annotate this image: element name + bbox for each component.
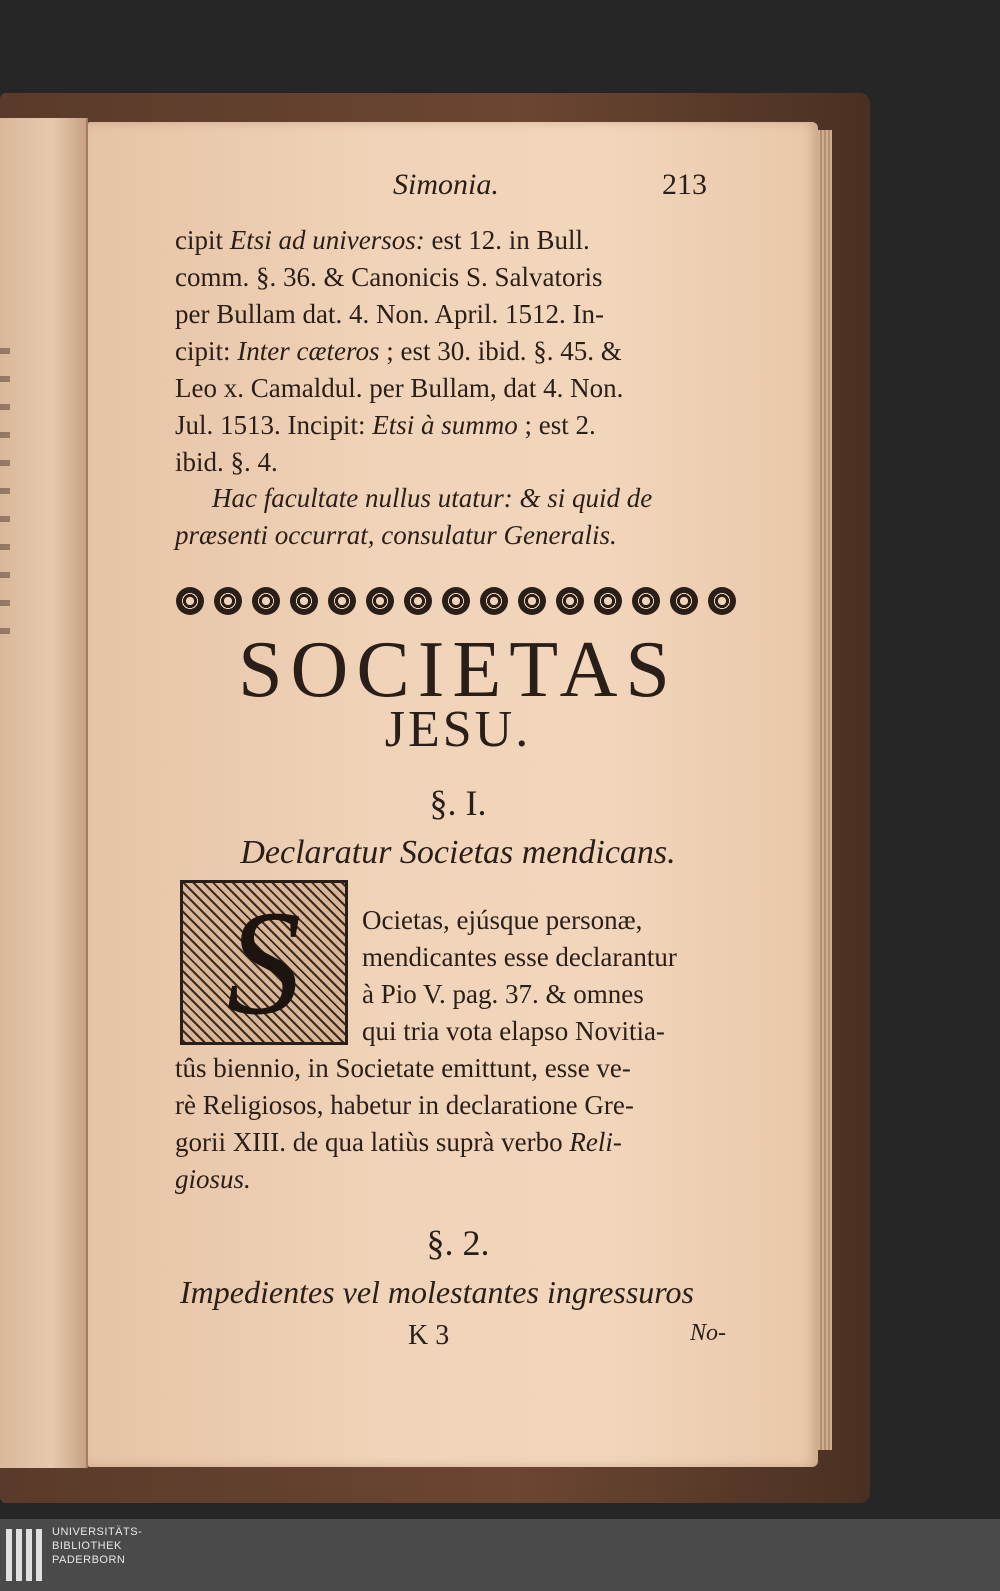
section-heading: Impedientes vel molestantes ingressuros: [180, 1274, 694, 1310]
rosette-ornament: [290, 587, 318, 615]
text-line: rè Religiosos, habetur in declaratione Gre-: [175, 1090, 634, 1120]
rosette-ornament: [442, 587, 470, 615]
rosette-ornament: [594, 587, 622, 615]
text-line: giosus.: [175, 1164, 251, 1194]
text-line: Jul. 1513. Incipit: Etsi à summo ; est 2.: [175, 410, 596, 440]
rosette-ornament: [176, 587, 204, 615]
section-heading: Declaratur Societas mendicans.: [240, 834, 676, 871]
rosette-ornament: [328, 587, 356, 615]
signature-mark: K 3: [408, 1320, 450, 1351]
rosette-ornament: [556, 587, 584, 615]
text-line: mendicantes esse declarantur: [362, 942, 677, 972]
drop-cap-letter: S: [226, 879, 302, 1046]
text-line: qui tria vota elapso Novitia-: [362, 1016, 665, 1046]
text-line: Hac facultate nullus utatur: & si quid de: [212, 483, 653, 513]
text-line: cipit Etsi ad universos: est 12. in Bull.: [175, 225, 590, 255]
chapter-title: SOCIETAS: [238, 626, 678, 714]
rosette-ornament: [252, 587, 280, 615]
text-line: tûs biennio, in Societate emittunt, esse ve-: [175, 1053, 631, 1083]
rosette-ornament: [632, 587, 660, 615]
text-line: Ocietas, ejúsque personæ,: [362, 905, 643, 935]
text-line: præsenti occurrat, consulatur Generalis.: [175, 520, 617, 550]
section-number: §. I.: [429, 783, 487, 823]
text-line: comm. §. 36. & Canonicis S. Salvatoris: [175, 262, 603, 292]
rosette-ornament: [404, 587, 432, 615]
rosette-ornament: [214, 587, 242, 615]
catchword: No-: [690, 1320, 726, 1346]
section-number: §. 2.: [426, 1223, 490, 1263]
library-logo-text: UNIVERSITÄTS- BIBLIOTHEK PADERBORN: [52, 1526, 143, 1566]
text-line: per Bullam dat. 4. Non. April. 1512. In-: [175, 299, 604, 329]
rosette-ornament: [670, 587, 698, 615]
rosette-ornament: [708, 587, 736, 615]
decorated-initial: [180, 880, 348, 1045]
rosette-ornament: [518, 587, 546, 615]
page-number: 213: [662, 168, 707, 201]
rosette-ornament: [480, 587, 508, 615]
left-page-text-fragments: [0, 348, 10, 648]
rosette-ornament: [366, 587, 394, 615]
library-logo-icon: [6, 1529, 44, 1581]
chapter-subtitle: JESU.: [384, 701, 532, 758]
footer-bar: [0, 1519, 1000, 1591]
page-edges: [818, 130, 832, 1450]
text-line: ibid. §. 4.: [175, 447, 278, 477]
left-page: [0, 118, 88, 1468]
text-line: à Pio V. pag. 37. & omnes: [362, 979, 644, 1009]
text-line: cipit: Inter cæteros ; est 30. ibid. §. 45. &: [175, 336, 622, 366]
ornament-border: [176, 583, 736, 619]
text-line: gorii XIII. de qua latiùs suprà verbo Reli-: [175, 1127, 622, 1157]
text-line: Leo x. Camaldul. per Bullam, dat 4. Non.: [175, 373, 624, 403]
running-head-title: Simonia.: [393, 168, 499, 201]
